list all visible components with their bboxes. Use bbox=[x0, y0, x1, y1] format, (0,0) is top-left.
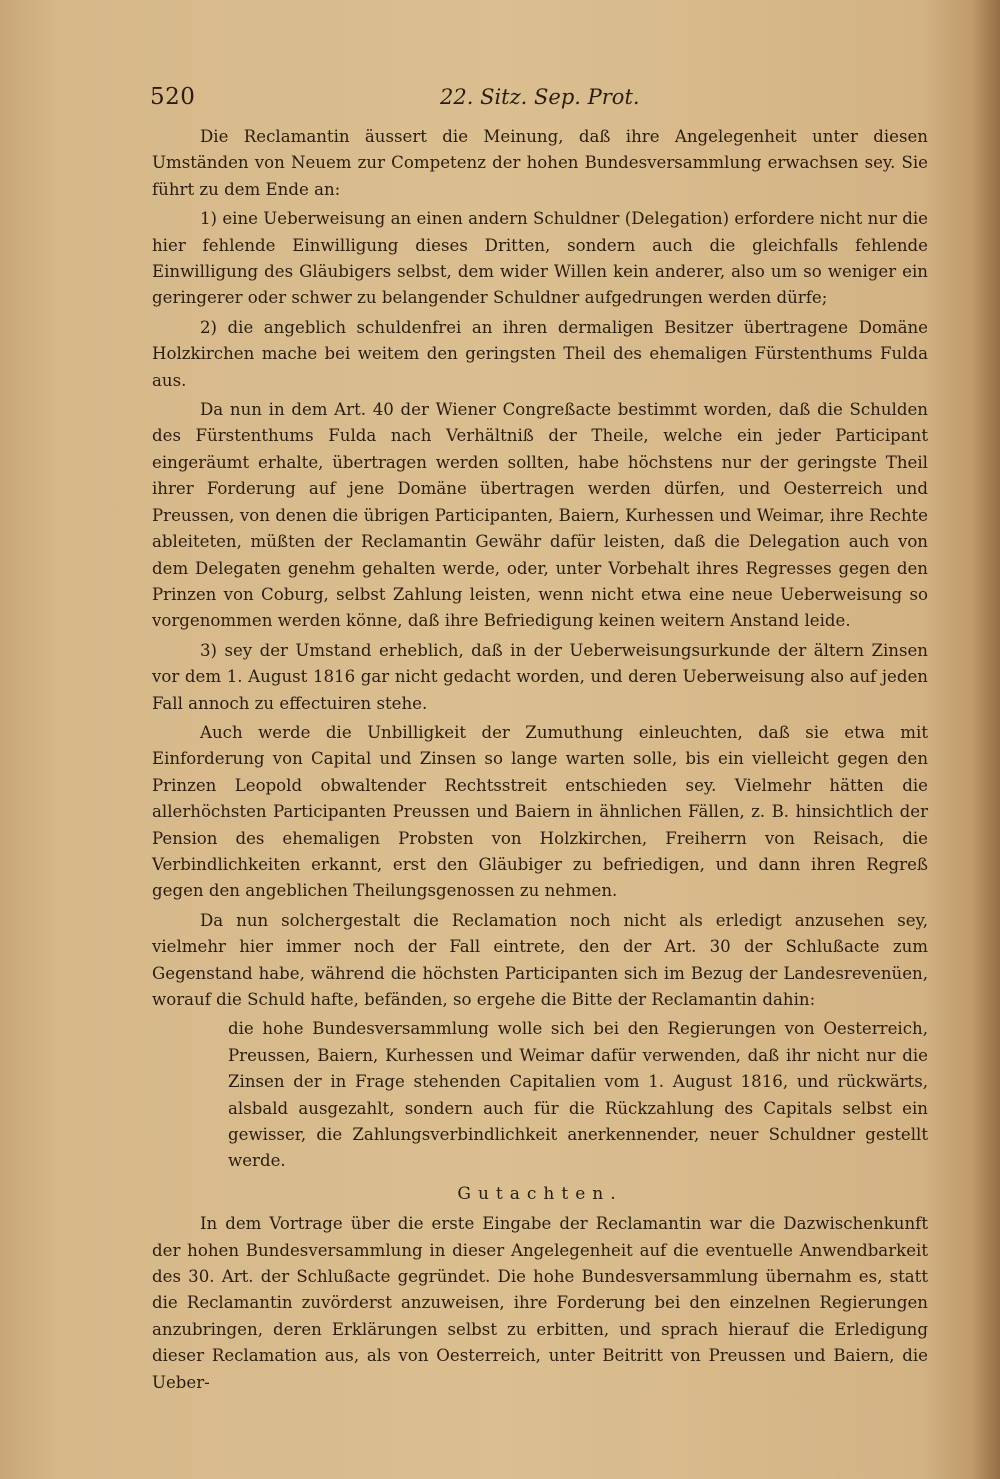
page-edge-shadow bbox=[972, 0, 1000, 1479]
section-heading: Gutachten. bbox=[457, 1183, 623, 1204]
running-head: 22. Sitz. Sep. Prot. bbox=[440, 85, 640, 109]
paragraph-point-3: 3) sey der Umstand erheblich, daß in der Ueberweisungsurkunde der ältern Zinsen vor dem 1. August 1816 gar nicht gedacht worden, und deren Ueberweisung also auf jeden Fall annoch zu effectuiren stehe. bbox=[152, 640, 928, 713]
paragraph-point-2: 2) die angeblich schuldenfrei an ihren dermaligen Besitzer übertragene Domäne Holzkirchen mache bei weitem den geringsten Theil des ehemaligen Fürstenthums Fulda aus. bbox=[152, 317, 928, 390]
paragraph-point-1: 1) eine Ueberweisung an einen andern Schuldner (Delegation) erfordere nicht nur die hier fehlende Einwilligung dieses Dritten, sondern auch die gleichfalls fehlende Einwilligung des Gläubigers selbst, dem wider Willen kein anderer, also um so weniger ein geringerer oder schwer zu belangender Schuldner aufgedrungen werden dürfe; bbox=[152, 209, 928, 308]
paragraph-unfairness: Auch werde die Unbilligkeit der Zumuthung einleuchten, daß sie etwa mit Einforderung von Capital und Zinsen so lange warten solle, bis ein vielleicht gegen den Prinzen Leopold obwaltender Rechtsstreit entschieden sey. Vielmehr hätten die allerhöchsten Participanten Preussen und Baiern in ähnlichen Fällen, z. B. hinsichtlich der Pension des ehemaligen Probsten von Holzkirchen, Freiherrn von Reisach, die Verbindlichkeiten erkannt, erst den Gläubiger zu befriedigen, und dann ihren Regreß gegen den angeblichen Theilungsgenossen zu nehmen. bbox=[152, 722, 928, 901]
paragraph-opinion: In dem Vortrage über die erste Eingabe der Reclamantin war die Dazwischenkunft der hohen Bundesversammlung in dieser Angelegenheit auf die eventuelle Anwendbarkeit des 30. Art. der Schlußacte gegründet. Die hohe Bundesversammlung übernahm es, statt die Reclamantin zuvörderst anzuweisen, ihre Forderung bei den einzelnen Regierungen anzubringen, deren Erklärungen selbst zu erbitten, und sprach hierauf die Erledigung dieser Reclamation aus, als von Oesterreich, unter Beitritt von Preussen und Baiern, die Ueber- bbox=[152, 1214, 928, 1392]
body-text bbox=[152, 124, 928, 1399]
quoted-petition: die hohe Bundesversammlung wolle sich bei den Regierungen von Oesterreich, Preussen, Baiern, Kurhessen und Weimar dafür verwenden, daß ihr nicht nur die Zinsen der in Frage stehenden Capitalien vom 1. August 1816, und rückwärts, alsbald ausgezahlt, sondern auch für die Rückzahlung des Capitals selbst ein gewisser, die Zahlungsverbindlichkeit anerkennender, neuer Schuldner gestellt werde. bbox=[228, 1019, 928, 1171]
page-number: 520 bbox=[150, 84, 196, 110]
paragraph-congress-act: Da nun in dem Art. 40 der Wiener Congreßacte bestimmt worden, daß die Schulden des Fürstenthums Fulda nach Verhältniß der Theile, welche ein jeder Participant eingeräumt erhalte, übertragen werden sollten, habe höchstens nur der geringste Theil ihrer Forderung auf jene Domäne übertragen werden dürfen, und Oesterreich und Preussen, von denen die übrigen Participanten, Baiern, Kurhessen und Weimar, ihre Rechte ableiteten, müßten der Reclamantin Gewähr dafür leisten, daß die Delegation auch von dem Delegaten genehm gehalten werde, oder, unter Vorbehalt ihres Regresses gegen den Prinzen von Coburg, selbst Zahlung leisten, wenn nicht etwa eine neue Ueberweisung so vorgenommen werden könne, daß ihre Befriedigung keinen weitern Anstand leide. bbox=[152, 400, 928, 631]
paragraph-intro: Die Reclamantin äussert die Meinung, daß ihre Angelegenheit unter diesen Umständen von Neuem zur Competenz der hohen Bundesversammlung erwachsen sey. Sie führt zu dem Ende an: bbox=[152, 127, 928, 199]
page-header bbox=[150, 84, 930, 114]
paragraph-request: Da nun solchergestalt die Reclamation noch nicht als erledigt anzusehen sey, vielmehr hier immer noch der Fall eintrete, den der Art. 30 der Schlußacte zum Gegenstand habe, während die höchsten Participanten sich im Bezug der Landesrevenüen, worauf die Schuld hafte, befänden, so ergehe die Bitte der Reclamantin dahin: bbox=[152, 910, 928, 1009]
